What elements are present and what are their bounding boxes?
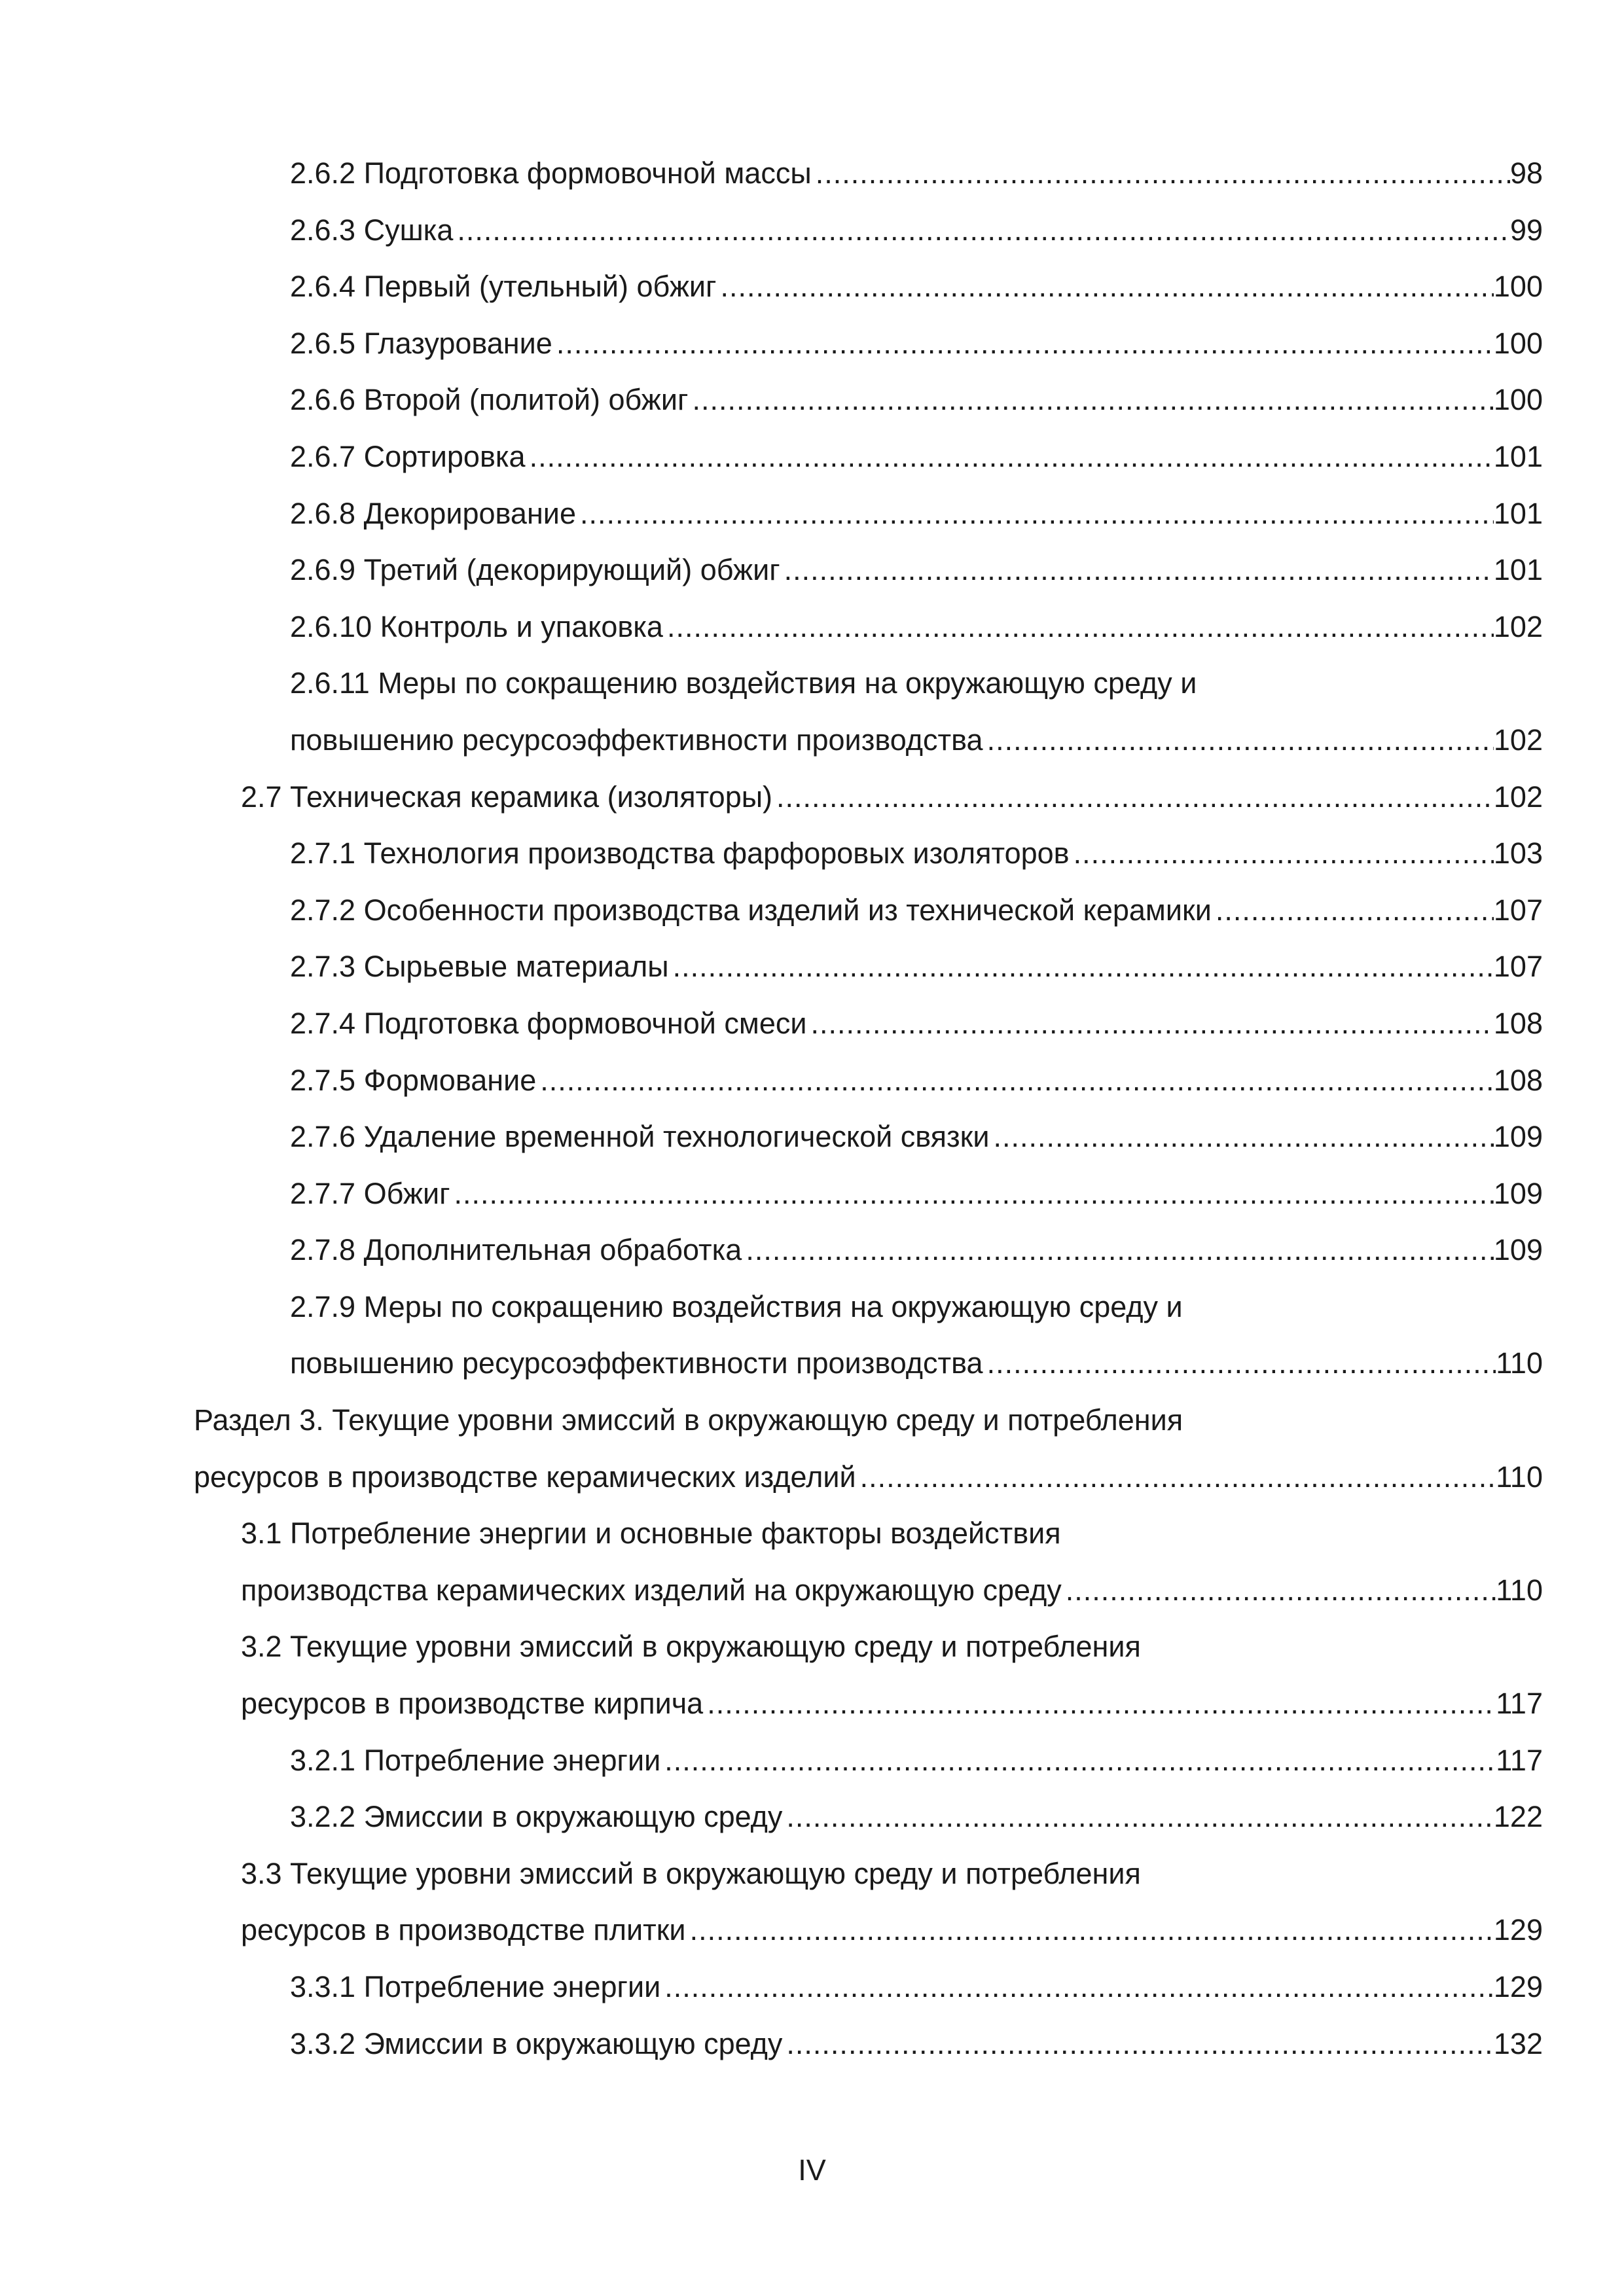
toc-entry-title: 3.3.2 Эмиссии в окружающую среду xyxy=(290,2026,783,2060)
toc-entry[interactable] xyxy=(0,202,1624,259)
toc-entry-title: повышению ресурсоэффективности производства xyxy=(290,723,983,757)
toc-entry[interactable] xyxy=(0,1449,1624,1506)
toc-entry-page: 100 xyxy=(1493,270,1543,304)
toc-entry-title: 3.3.1 Потребление энергии xyxy=(290,1970,661,2003)
toc-entry-page: 100 xyxy=(1493,326,1543,360)
dot-leader xyxy=(1212,882,1494,939)
toc-entry-title: 3.2 Текущие уровни эмиссий в окружающую среду и потребления xyxy=(241,1630,1141,1664)
table-of-contents xyxy=(0,145,1624,2072)
toc-entry-title: 2.7.7 Обжиг xyxy=(290,1176,450,1210)
toc-entry[interactable] xyxy=(0,1619,1624,1676)
toc-entry[interactable] xyxy=(0,1392,1624,1449)
toc-entry[interactable] xyxy=(0,1846,1624,1903)
dot-leader xyxy=(812,145,1510,202)
toc-entry-page: 109 xyxy=(1493,1120,1543,1154)
toc-entry[interactable] xyxy=(0,655,1624,712)
toc-entry-page: 107 xyxy=(1493,950,1543,984)
toc-entry-page: 102 xyxy=(1493,780,1543,814)
dot-leader xyxy=(806,996,1493,1052)
toc-entry[interactable] xyxy=(0,599,1624,656)
dot-leader xyxy=(663,599,1494,656)
toc-entry-page: 108 xyxy=(1493,1006,1543,1040)
dot-leader xyxy=(742,1222,1494,1279)
toc-entry-title: 2.6.7 Сортировка xyxy=(290,439,526,473)
dot-leader xyxy=(782,2016,1493,2073)
toc-entry-page: 103 xyxy=(1493,836,1543,870)
toc-entry-page: 101 xyxy=(1493,553,1543,587)
toc-entry-page: 108 xyxy=(1493,1063,1543,1097)
toc-entry[interactable] xyxy=(0,1676,1624,1732)
toc-entry-page: 110 xyxy=(1496,1346,1543,1380)
dot-leader xyxy=(576,486,1494,543)
toc-entry-title: 2.7.1 Технология производства фарфоровых изоляторов xyxy=(290,836,1070,870)
toc-entry-title: 2.6.9 Третий (декорирующий) обжиг xyxy=(290,553,780,587)
dot-leader xyxy=(453,202,1510,259)
dot-leader xyxy=(716,259,1493,315)
toc-entry-title: ресурсов в производстве кирпича xyxy=(241,1687,704,1721)
toc-entry-title: ресурсов в производстве плитки xyxy=(241,1913,686,1947)
toc-entry-title: 2.6.10 Контроль и упаковка xyxy=(290,609,663,643)
toc-entry-title: 3.3 Текущие уровни эмиссий в окружающую среду и потребления xyxy=(241,1856,1141,1890)
dot-leader xyxy=(686,1902,1494,1959)
toc-entry[interactable] xyxy=(0,1959,1624,2016)
dot-leader xyxy=(660,1959,1494,2016)
toc-entry[interactable] xyxy=(0,1052,1624,1109)
toc-entry-title: 2.7.3 Сырьевые материалы xyxy=(290,950,669,984)
toc-entry-title: 2.7 Техническая керамика (изоляторы) xyxy=(241,780,773,814)
toc-entry[interactable] xyxy=(0,486,1624,543)
toc-entry-title: 2.7.4 Подготовка формовочной смеси xyxy=(290,1006,807,1040)
toc-entry[interactable] xyxy=(0,315,1624,372)
dot-leader xyxy=(536,1052,1494,1109)
toc-entry[interactable] xyxy=(0,372,1624,429)
toc-entry[interactable] xyxy=(0,1222,1624,1279)
toc-entry[interactable] xyxy=(0,2016,1624,2073)
toc-entry-page: 132 xyxy=(1493,2026,1543,2060)
toc-entry[interactable] xyxy=(0,825,1624,882)
toc-entry-title: 2.6.5 Глазурование xyxy=(290,326,552,360)
toc-entry[interactable] xyxy=(0,882,1624,939)
toc-entry-title: 2.6.8 Декорирование xyxy=(290,496,576,530)
dot-leader xyxy=(688,372,1493,429)
toc-entry-page: 98 xyxy=(1509,156,1543,190)
dot-leader xyxy=(669,939,1494,996)
toc-entry-title: 2.7.5 Формование xyxy=(290,1063,537,1097)
toc-entry-page: 110 xyxy=(1496,1460,1543,1494)
toc-entry[interactable] xyxy=(0,1109,1624,1166)
toc-entry-title: 2.7.9 Меры по сокращению воздействия на окружающую среду и xyxy=(290,1289,1183,1323)
toc-entry-page: 117 xyxy=(1496,1743,1543,1777)
dot-leader xyxy=(1070,825,1494,882)
toc-entry[interactable] xyxy=(0,1279,1624,1336)
toc-entry-title: 2.6.2 Подготовка формовочной массы xyxy=(290,156,812,190)
toc-entry-title: производства керамических изделий на окружающую среду xyxy=(241,1573,1062,1607)
toc-entry[interactable] xyxy=(0,259,1624,315)
toc-entry-page: 109 xyxy=(1493,1233,1543,1267)
toc-entry-page: 107 xyxy=(1493,893,1543,927)
toc-entry-page: 101 xyxy=(1493,496,1543,530)
toc-entry-page: 109 xyxy=(1493,1176,1543,1210)
toc-entry[interactable] xyxy=(0,1166,1624,1223)
toc-entry-title: повышению ресурсоэффективности производства xyxy=(290,1346,983,1380)
dot-leader xyxy=(856,1449,1496,1506)
toc-entry-title: 2.7.8 Дополнительная обработка xyxy=(290,1233,742,1267)
toc-entry-page: 100 xyxy=(1493,383,1543,417)
dot-leader xyxy=(782,1789,1493,1846)
toc-entry-title: 2.6.4 Первый (утельный) обжиг xyxy=(290,270,717,304)
dot-leader xyxy=(660,1732,1496,1789)
dot-leader xyxy=(772,769,1494,826)
toc-entry[interactable] xyxy=(0,1902,1624,1959)
toc-entry-title: 2.6.6 Второй (политой) обжиг xyxy=(290,383,689,417)
toc-entry-page: 129 xyxy=(1493,1913,1543,1947)
toc-entry-page: 99 xyxy=(1509,213,1543,247)
toc-entry-title: 2.6.3 Сушка xyxy=(290,213,454,247)
dot-leader xyxy=(780,542,1494,599)
toc-entry-page: 101 xyxy=(1493,439,1543,473)
toc-entry-page: 102 xyxy=(1493,609,1543,643)
dot-leader xyxy=(703,1676,1496,1732)
toc-entry[interactable] xyxy=(0,1562,1624,1619)
toc-entry-title: ресурсов в производстве керамических изделий xyxy=(194,1460,856,1494)
toc-entry-title: 3.2.2 Эмиссии в окружающую среду xyxy=(290,1800,783,1834)
toc-entry[interactable] xyxy=(0,1732,1624,1789)
toc-entry-page: 129 xyxy=(1493,1970,1543,2003)
toc-entry-title: 2.6.11 Меры по сокращению воздействия на окружающую среду и xyxy=(290,666,1197,700)
toc-entry[interactable] xyxy=(0,145,1624,202)
dot-leader xyxy=(983,1335,1496,1392)
toc-entry-page: 117 xyxy=(1496,1687,1543,1721)
toc-entry-title: Раздел 3. Текущие уровни эмиссий в окружающую среду и потребления xyxy=(194,1403,1183,1437)
toc-entry[interactable] xyxy=(0,939,1624,996)
dot-leader xyxy=(526,429,1494,486)
toc-entry-title: 3.2.1 Потребление энергии xyxy=(290,1743,661,1777)
page-number: IV xyxy=(798,2153,826,2187)
toc-entry-page: 110 xyxy=(1496,1573,1543,1607)
toc-entry[interactable] xyxy=(0,769,1624,826)
toc-entry[interactable] xyxy=(0,429,1624,486)
toc-entry[interactable] xyxy=(0,996,1624,1052)
toc-entry[interactable] xyxy=(0,1335,1624,1392)
toc-entry-page: 102 xyxy=(1493,723,1543,757)
toc-entry[interactable] xyxy=(0,1789,1624,1846)
toc-entry[interactable] xyxy=(0,542,1624,599)
dot-leader xyxy=(450,1166,1494,1223)
toc-entry-title: 2.7.6 Удаление временной технологической связки xyxy=(290,1120,990,1154)
dot-leader xyxy=(552,315,1494,372)
toc-entry[interactable] xyxy=(0,1505,1624,1562)
toc-entry-page: 122 xyxy=(1493,1800,1543,1834)
toc-entry-title: 2.7.2 Особенности производства изделий из технической керамики xyxy=(290,893,1212,927)
toc-entry-title: 3.1 Потребление энергии и основные факторы воздействия xyxy=(241,1516,1061,1551)
toc-entry[interactable] xyxy=(0,712,1624,769)
dot-leader xyxy=(989,1109,1493,1166)
dot-leader xyxy=(1062,1562,1496,1619)
dot-leader xyxy=(983,712,1494,769)
